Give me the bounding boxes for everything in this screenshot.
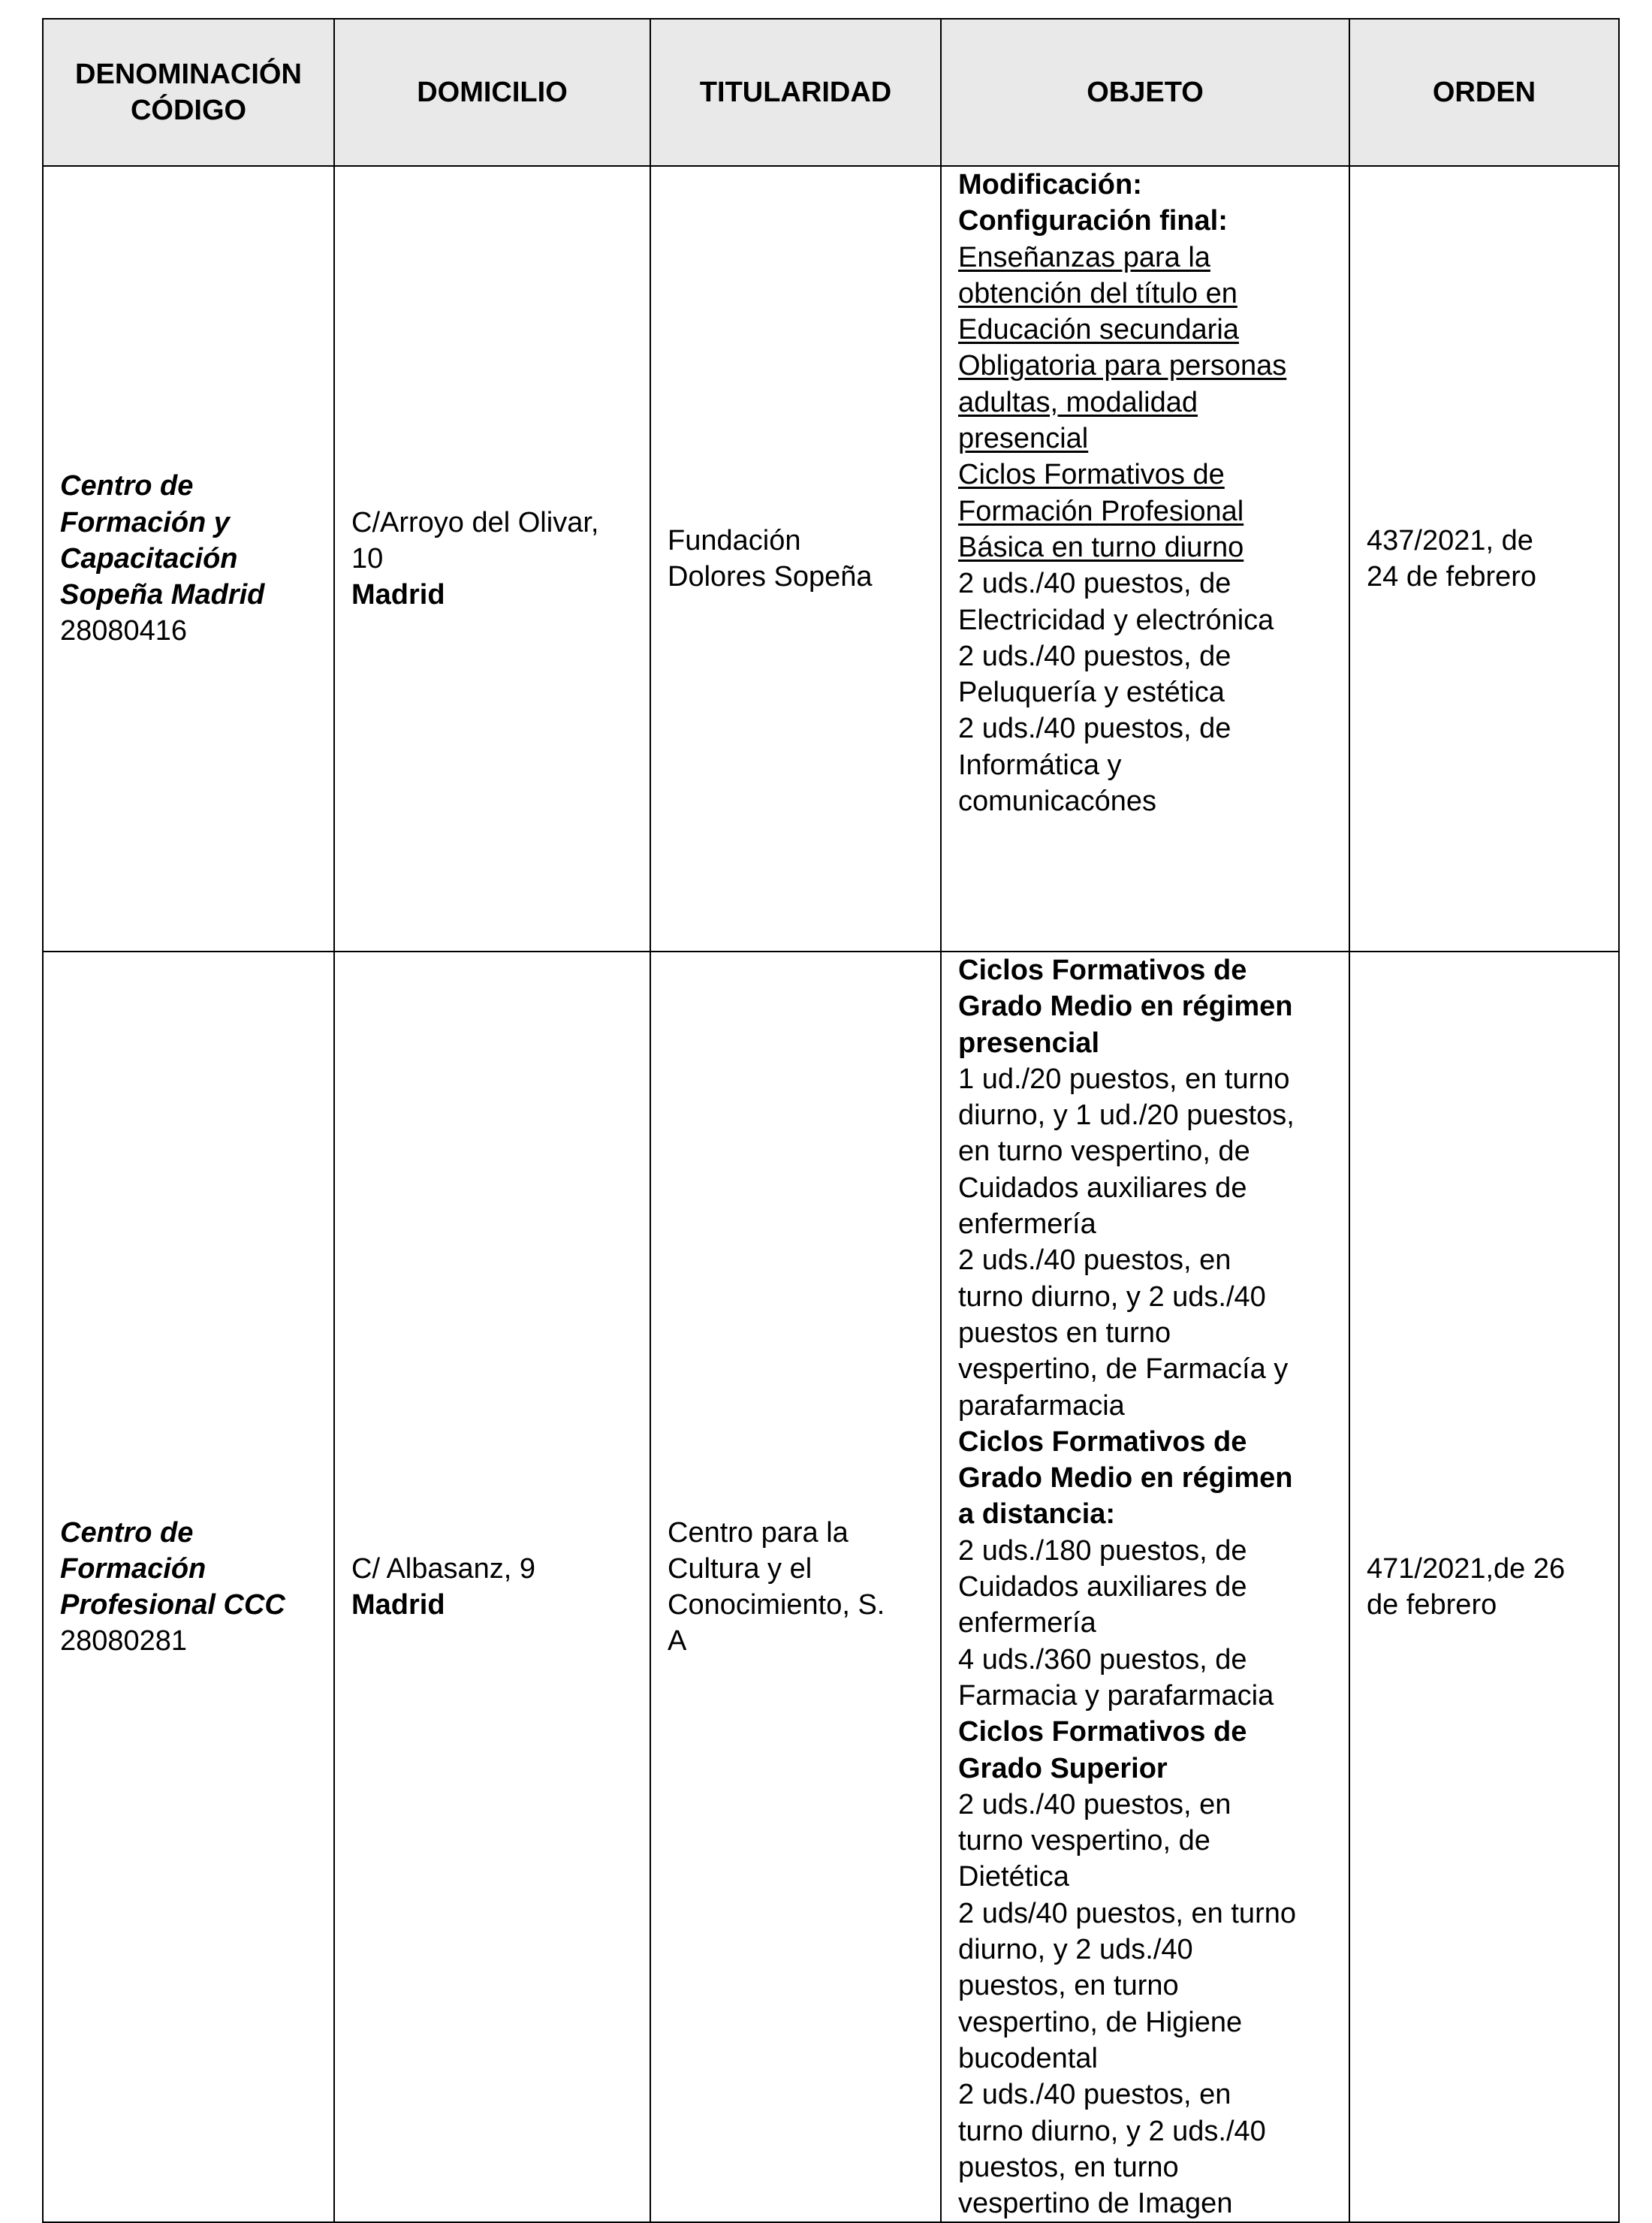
objeto-line: puestos, en turno xyxy=(958,1970,1179,2002)
center-code: 28080281 xyxy=(60,1625,188,1657)
header-row xyxy=(43,19,1619,166)
objeto-line: 2 uds./40 puestos, en xyxy=(958,2079,1231,2111)
objeto-line: Enseñanzas para la xyxy=(958,241,1210,273)
center-name-line: Centro de xyxy=(60,470,194,502)
center-name-line: Formación xyxy=(60,1552,206,1585)
center-code: 28080416 xyxy=(60,615,188,647)
cell-orden xyxy=(1349,952,1619,2222)
owner-line: Centro para la xyxy=(668,1516,849,1549)
center-name-line: Sopeña Madrid xyxy=(60,579,265,611)
cell-titularidad xyxy=(650,952,941,2222)
objeto-line: vespertino de Imagen xyxy=(958,2188,1233,2220)
objeto-line: Grado Medio en régimen xyxy=(958,1462,1293,1495)
owner-line: Fundación xyxy=(668,524,801,557)
objeto-line: diurno, y 2 uds./40 xyxy=(958,1934,1193,1966)
objeto-line: diurno, y 1 ud./20 puestos, xyxy=(958,1099,1295,1132)
objeto-line: turno diurno, y 2 uds./40 xyxy=(958,2115,1266,2147)
objeto-line: vespertino, de Farmacía y xyxy=(958,1353,1289,1386)
header-codigo: CÓDIGO xyxy=(130,95,247,126)
header-denominacion: DENOMINACIÓN xyxy=(75,59,302,90)
address-city: Madrid xyxy=(351,579,445,611)
objeto-line: Grado Medio en régimen xyxy=(958,991,1293,1023)
owner-line: A xyxy=(668,1625,687,1657)
header-orden: ORDEN xyxy=(1349,19,1619,166)
objeto-line: comunicacónes xyxy=(958,786,1157,818)
cell-objeto xyxy=(941,166,1349,952)
objeto-line: Cuidados auxiliares de xyxy=(958,1571,1247,1603)
objeto-line: adultas, modalidad xyxy=(958,386,1198,418)
table-row xyxy=(43,952,1619,2222)
objeto-line: puestos en turno xyxy=(958,1317,1171,1349)
header-denominacion-codigo xyxy=(43,19,334,166)
objeto-line: Peluquería y estética xyxy=(958,677,1225,709)
objeto-line: 4 uds./360 puestos, de xyxy=(958,1643,1247,1676)
header-domicilio: DOMICILIO xyxy=(334,19,650,166)
objeto-line: obtención del título en xyxy=(958,277,1237,309)
objeto-line: parafarmacia xyxy=(958,1389,1125,1422)
objeto-line: Informática y xyxy=(958,749,1122,781)
objeto-line: enfermería xyxy=(958,1208,1096,1241)
objeto-line: Formación Profesional xyxy=(958,495,1244,527)
objeto-line: puestos, en turno xyxy=(958,2151,1179,2183)
objeto-line: presencial xyxy=(958,1027,1099,1059)
table-row xyxy=(43,166,1619,952)
address-line: C/ Albasanz, 9 xyxy=(351,1552,536,1585)
objeto-line: turno diurno, y 2 uds./40 xyxy=(958,1280,1266,1313)
objeto-line: Educación secundaria xyxy=(958,314,1239,346)
objeto-line: Farmacia y parafarmacia xyxy=(958,1679,1274,1712)
objeto-line: 2 uds/40 puestos, en turno xyxy=(958,1897,1296,1929)
objeto-line: Básica en turno diurno xyxy=(958,531,1244,563)
centers-table xyxy=(42,18,1620,2223)
cell-denominacion xyxy=(43,952,334,2222)
objeto-line: 2 uds./40 puestos, en xyxy=(958,1788,1231,1820)
cell-denominacion xyxy=(43,166,334,952)
objeto-line: 2 uds./40 puestos, de xyxy=(958,713,1231,745)
header-titularidad: TITULARIDAD xyxy=(650,19,941,166)
objeto-line: Configuración final: xyxy=(958,205,1228,237)
objeto-line: Ciclos Formativos de xyxy=(958,1425,1247,1458)
objeto-line: Dietética xyxy=(958,1861,1069,1893)
cell-titularidad xyxy=(650,166,941,952)
objeto-line: Obligatoria para personas xyxy=(958,350,1287,382)
owner-line: Conocimiento, S. xyxy=(668,1589,885,1621)
objeto-line: 2 uds./180 puestos, de xyxy=(958,1534,1247,1567)
objeto-line: Modificación: xyxy=(958,169,1142,201)
objeto-line: bucodental xyxy=(958,2042,1098,2074)
objeto-line: 2 uds./40 puestos, en xyxy=(958,1244,1231,1277)
objeto-line: Ciclos Formativos de xyxy=(958,955,1247,986)
objeto-line: a distancia: xyxy=(958,1498,1116,1531)
header-objeto: OBJETO xyxy=(941,19,1349,166)
center-name-line: Centro de xyxy=(60,1516,194,1549)
center-name-line: Formación y xyxy=(60,506,230,538)
address-city: Madrid xyxy=(351,1589,445,1621)
objeto-line: turno vespertino, de xyxy=(958,1825,1210,1857)
objeto-line: 2 uds./40 puestos, de xyxy=(958,568,1231,600)
objeto-line: Grado Superior xyxy=(958,1752,1168,1784)
cell-orden xyxy=(1349,166,1619,952)
objeto-line: Electricidad y electrónica xyxy=(958,604,1274,636)
objeto-line: 2 uds./40 puestos, de xyxy=(958,640,1231,672)
objeto-line: vespertino, de Higiene xyxy=(958,2006,1243,2038)
objeto-line: enfermería xyxy=(958,1607,1096,1639)
cell-domicilio xyxy=(334,166,650,952)
objeto-line: presencial xyxy=(958,423,1089,455)
order-line: 24 de febrero xyxy=(1367,561,1537,593)
cell-objeto xyxy=(941,952,1349,2222)
objeto-line: en turno vespertino, de xyxy=(958,1136,1250,1168)
objeto-line: 1 ud./20 puestos, en turno xyxy=(958,1063,1290,1095)
address-line: C/Arroyo del Olivar, xyxy=(351,506,599,538)
order-line: de febrero xyxy=(1367,1589,1497,1621)
center-name-line: Profesional CCC xyxy=(60,1589,285,1621)
objeto-line: Ciclos Formativos de xyxy=(958,459,1225,491)
order-line: 471/2021,de 26 xyxy=(1367,1552,1566,1585)
owner-line: Dolores Sopeña xyxy=(668,561,873,593)
address-line: 10 xyxy=(351,542,384,575)
owner-line: Cultura y el xyxy=(668,1552,812,1585)
objeto-line: Cuidados auxiliares de xyxy=(958,1172,1247,1204)
objeto-line: Ciclos Formativos de xyxy=(958,1716,1247,1748)
cell-domicilio xyxy=(334,952,650,2222)
center-name-line: Capacitación xyxy=(60,542,238,575)
order-line: 437/2021, de xyxy=(1367,524,1533,557)
